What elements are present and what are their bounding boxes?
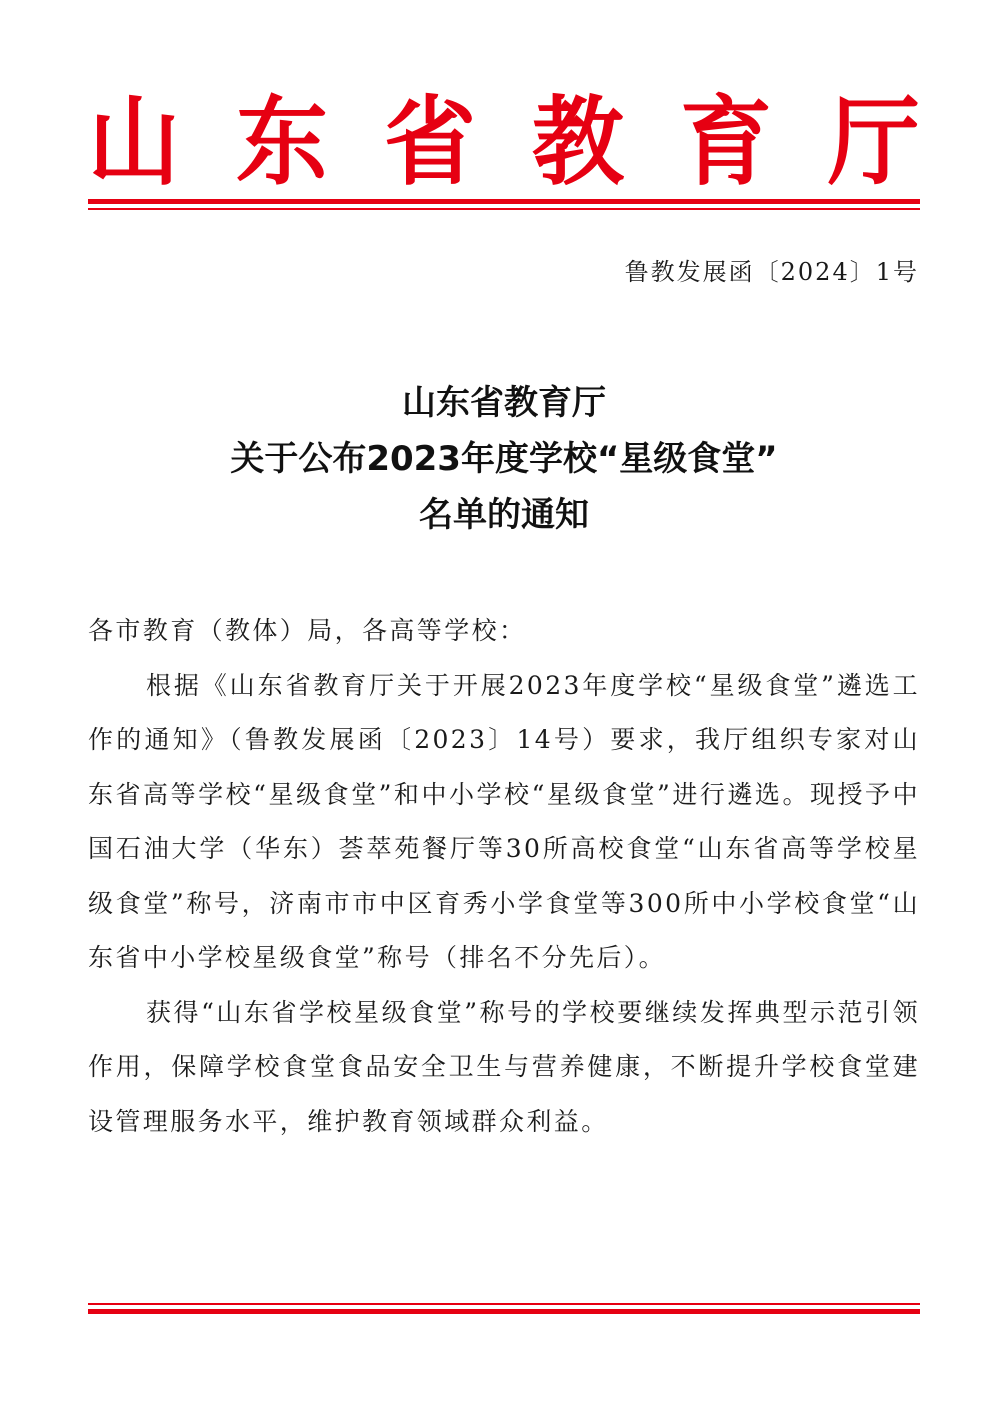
title-line: 名单的通知	[419, 495, 589, 535]
document-number: 鲁教发展函〔2024〕1号	[624, 258, 919, 286]
document-title	[88, 375, 920, 543]
masthead-char: 育	[679, 86, 772, 199]
title-line: 关于公布2023年度学校“星级食堂”	[230, 439, 778, 479]
masthead-char: 省	[383, 86, 476, 199]
body-paragraph: 获得“山东省学校星级食堂”称号的学校要继续发挥典型示范引领作用，保障学校食堂食品安全卫生与营养健康，不断提升学校食堂建设管理服务水平，维护教育领域群众利益。	[88, 997, 920, 1136]
body-paragraph: 根据《山东省教育厅关于开展2023年度学校“星级食堂”遴选工作的通知》（鲁教发展函〔2023〕14号）要求，我厅组织专家对山东省高等学校“星级食堂”和中小学校“星级食堂”进行遴选。现授予中国石油大学（华东）荟萃苑餐厅等30所高校食堂“山东省高等学校星级食堂”称号，济南市市中区育秀小学食堂等300所中小学校食堂“山东省中小学校星级食堂”称号（排名不分先后）。	[88, 670, 920, 972]
salutation: 各市教育（教体）局，各高等学校：	[88, 616, 527, 645]
header-divider-thick	[88, 199, 920, 204]
masthead-char: 教	[531, 86, 624, 199]
header-divider-thin	[88, 208, 920, 210]
document-body	[88, 604, 920, 1149]
title-line: 山东省教育厅	[402, 383, 606, 423]
masthead-char: 东	[235, 86, 328, 199]
footer-divider-thin	[88, 1303, 920, 1305]
masthead-title	[88, 88, 920, 198]
masthead-char: 山	[88, 86, 181, 199]
masthead-char: 厅	[827, 86, 920, 199]
footer-divider-thick	[88, 1309, 920, 1314]
